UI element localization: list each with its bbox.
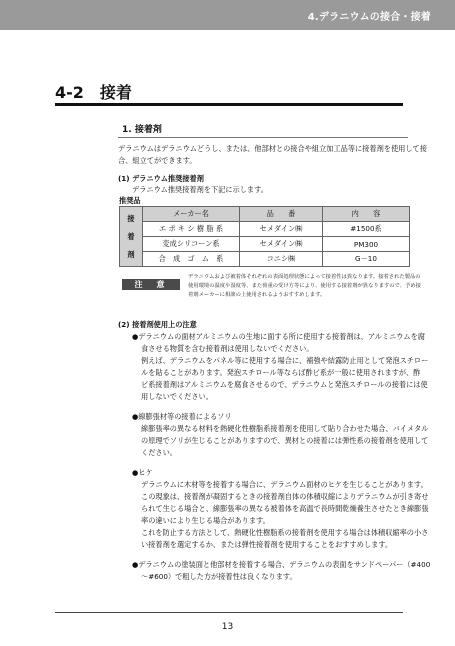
table-cell: PM300 (323, 237, 410, 252)
table-side-label: 接 着 剤 (120, 207, 143, 267)
bullet-line: これを防止する方法として、熱硬化性樹脂系の接着剤を使用する場合は体積収縮率の小さ (141, 528, 429, 537)
footer-rule (55, 612, 403, 613)
table-header-cell: 品 番 (240, 207, 323, 222)
bullet-line: ●線膨張材等の接着によるソリ (132, 412, 232, 421)
cautions-heading: (2) 接着剤使用上の注意 (118, 320, 197, 329)
bullet-line: この現象は、接着剤が凝固するときの接着剤自体の体積収縮によりデラニウムが引き寄せ (141, 492, 429, 501)
bullet-line: ●デラニウムの塗装面と他部材を接着する場合、デラニウムの表面をサンドペーパー（#400 (132, 560, 431, 569)
table-header-cell: メーカー名 (143, 207, 240, 222)
bullet-line: 用しないでください。 (141, 392, 213, 401)
table-cell: セメダイン㈱ (240, 237, 323, 252)
bullet-line: ●ヒケ (132, 468, 153, 477)
subsection-title: 1. 接着剤 (122, 125, 162, 135)
bullet-line: デラニウムに木材等を接着する場合に、デラニウム面材のヒケを生じることがあります。 (141, 480, 428, 489)
table-cell: #1500系 (323, 222, 410, 237)
bullet-line: の原理でソリが生じることがありますので、異材との接着には弾性系の接着剤を使用して (141, 436, 429, 445)
recommended-label: 推奨品 (119, 196, 141, 205)
table-header-row (120, 207, 410, 222)
bullet-line: 例えば、デラニウムをパネル等に使用する場合に、補強や結露防止用として発泡スチロー (141, 356, 429, 365)
section-title: 4-2 接着 (55, 83, 132, 102)
section-rule (55, 103, 403, 106)
bullet-line: 線膨張率の異なる材料を熱硬化性樹脂系接着剤を使用して貼り合わせた場合、バイメタル (141, 424, 429, 433)
adhesive-table (119, 206, 410, 267)
caution-note: デラニウムおよび被着体それぞれの表面処理状態によって接着性は異なります。接着された製品の 使用環境の温度や湿度等、また荷重の受け方等により、使用する接着剤が異なりますので、予め接 着剤メーカーに相談の上使用されるようおすすめします。 (188, 274, 421, 298)
table-cell: 変成シリコーン系 (143, 237, 240, 252)
intro-line-2: 合、組立てができます。 (118, 156, 197, 165)
table-cell: コニシ㈱ (240, 252, 323, 267)
bullet-line: られて生じる場合と、線膨張率の異なる被着体を高温で長時間乾燥養生させたとき線膨張 (141, 504, 429, 513)
table-row (120, 252, 410, 267)
recommended-lead: デラニウム推奨接着剤を下記に示します。 (132, 185, 268, 194)
chapter-title: 4.デラニウムの接合・接着 (307, 12, 431, 23)
subsection-heading (118, 120, 408, 138)
bullet-line: ●デラニウムの面材アルミニウムの生地に面する所に使用する接着剤は、アルミニウムを腐 (132, 332, 425, 341)
table-header-cell: 内 容 (323, 207, 410, 222)
bullet-line: ください。 (141, 448, 177, 457)
table-row (120, 237, 410, 252)
table-cell: 合 成 ゴ ム 系 (143, 252, 240, 267)
bullet-line: い接着剤を選定するか、または弾性接着剤を使用することをおすすめします。 (141, 540, 393, 549)
intro-line-1: デラニウムはデラニウムどうし、または、他部材との接合や組立加工品等に接着剤を使用して接 (118, 144, 427, 153)
header-bar (0, 0, 455, 30)
bullet-line: 食させる物質を含む接着剤は使用しないでください。 (141, 344, 314, 353)
bullet-line: ～#600）で粗した方が接着性は良くなります。 (141, 572, 297, 581)
page-number: 13 (221, 622, 234, 632)
bullet-line: ルを貼ることがあります。発泡スチロール等ならば酢ビ系が一般に使用されますが、酢 (141, 368, 421, 377)
table-cell: セメダイン㈱ (240, 222, 323, 237)
caution-badge: 注 意 (122, 279, 180, 290)
recommended-heading: (1) デラニウム推奨接着剤 (118, 174, 204, 183)
bullet-line: 率の違いにより生じる場合があります。 (141, 516, 270, 525)
table-row (120, 222, 410, 237)
table-cell: エ ポ キ シ 樹 脂 系 (143, 222, 240, 237)
bullet-line: ビ系接着剤はアルミニウムを腐食させるので、デラニウムと発泡スチロールの接着には使 (141, 380, 428, 389)
table-cell: G－10 (323, 252, 410, 267)
